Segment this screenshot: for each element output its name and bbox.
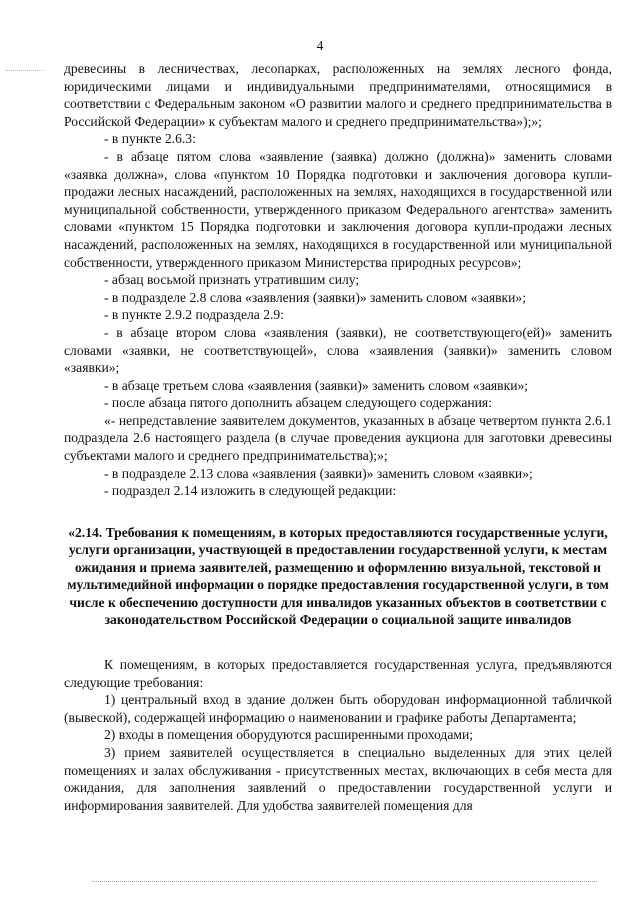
body-paragraph: 1) центральный вход в здание должен быть оборудован информационной табличкой (вывеской), содержащей информацию о наименовании и графике работы Департамента; [64, 692, 612, 725]
amendment-text-block [64, 60, 612, 500]
page-number: 4 [316, 38, 324, 53]
body-paragraph: 2) входы в помещения оборудуются расширенными проходами; [104, 727, 474, 743]
amendment-item: - в пункте 2.6.3: [104, 131, 196, 147]
amendment-item: - абзац восьмой признать утратившим силу; [104, 272, 360, 288]
amendment-item: - в пункте 2.9.2 подраздела 2.9: [104, 307, 284, 323]
section-heading: «2.14. Требования к помещениям, в которых предоставляются государственные услуги, услуги организации, участвующей в предоставлении государственной услуги, к местам ожидания и приема заявителей, размещению и оформлению визуальной, текстовой и мультимедийной информации о порядке предоставления государственной услуги, в том числе к обеспечению доступности для инвалидов указанных объектов в соответствии с законодательством Российской Федерации о социальной защите инвалидов [67, 525, 609, 628]
body-paragraph: 3) прием заявителей осуществляется в специально выделенных для этих целей помещениях и залах обслуживания - присутственных местах, включающих в себя места для ожидания, для заполнения заявлений о предоставлении государственной услуги и информирования заявителей. Для удобства заявителей помещения для [64, 744, 612, 813]
section-body [64, 656, 612, 814]
amendment-item: - в абзаце пятом слова «заявление (заявка) должно (должна)» заменить словами «заявка должна», слова «пунктом 10 Порядка подготовки и заключения договора купли-продажи лесных насаждений, расположенных на землях, находящихся в государственной или муниципальной собственности, утвержденного приказом Федерального агентства» заменить словами «пунктом 15 Порядка подготовки и заключения договора купли-продажи лесных насаждений, расположенных на землях, находящихся в государственной или муниципальной собственности, утвержденного приказом Министерства природных ресурсов»; [64, 148, 612, 270]
amendment-item: - в подразделе 2.8 слова «заявления (заявки)» заменить словом «заявки»; [104, 289, 526, 305]
amendment-item: - после абзаца пятого дополнить абзацем следующего содержания: [104, 395, 492, 411]
scan-artifact-mark [6, 70, 44, 71]
footer-dotted-rule [92, 881, 597, 882]
continuation-paragraph: древесины в лесничествах, лесопарках, расположенных на землях лесного фонда, юридическими лицами и индивидуальными предпринимателями, относящимися в соответствии с Федеральным законом «О развитии малого и среднего предпринимательства в Российской Федерации» к субъектам малого и среднего предпринимательства»);»; [64, 61, 612, 129]
amendment-item: «- непредставление заявителем документов, указанных в абзаце четвертом пункта 2.6.1 подраздела 2.6 настоящего раздела (в случае проведения аукциона для заготовки древесины субъектами малого и среднего предпринимательства);»; [64, 412, 612, 464]
body-paragraph: К помещениям, в которых предоставляется государственная услуга, предъявляются следующие требования: [64, 657, 612, 690]
amendment-item: - в подразделе 2.13 слова «заявления (заявки)» заменить словом «заявки»; [104, 465, 533, 481]
amendment-item: - в абзаце третьем слова «заявления (заявки)» заменить словом «заявки»; [104, 377, 529, 393]
amendment-item: - в абзаце втором слова «заявления (заявки), не соответствующего(ей)» заменить словами «заявки, не соответствующей», слова «заявления (заявки)» заменить словом «заявки»; [64, 324, 612, 376]
amendment-item: - подраздел 2.14 изложить в следующей редакции: [104, 483, 397, 499]
